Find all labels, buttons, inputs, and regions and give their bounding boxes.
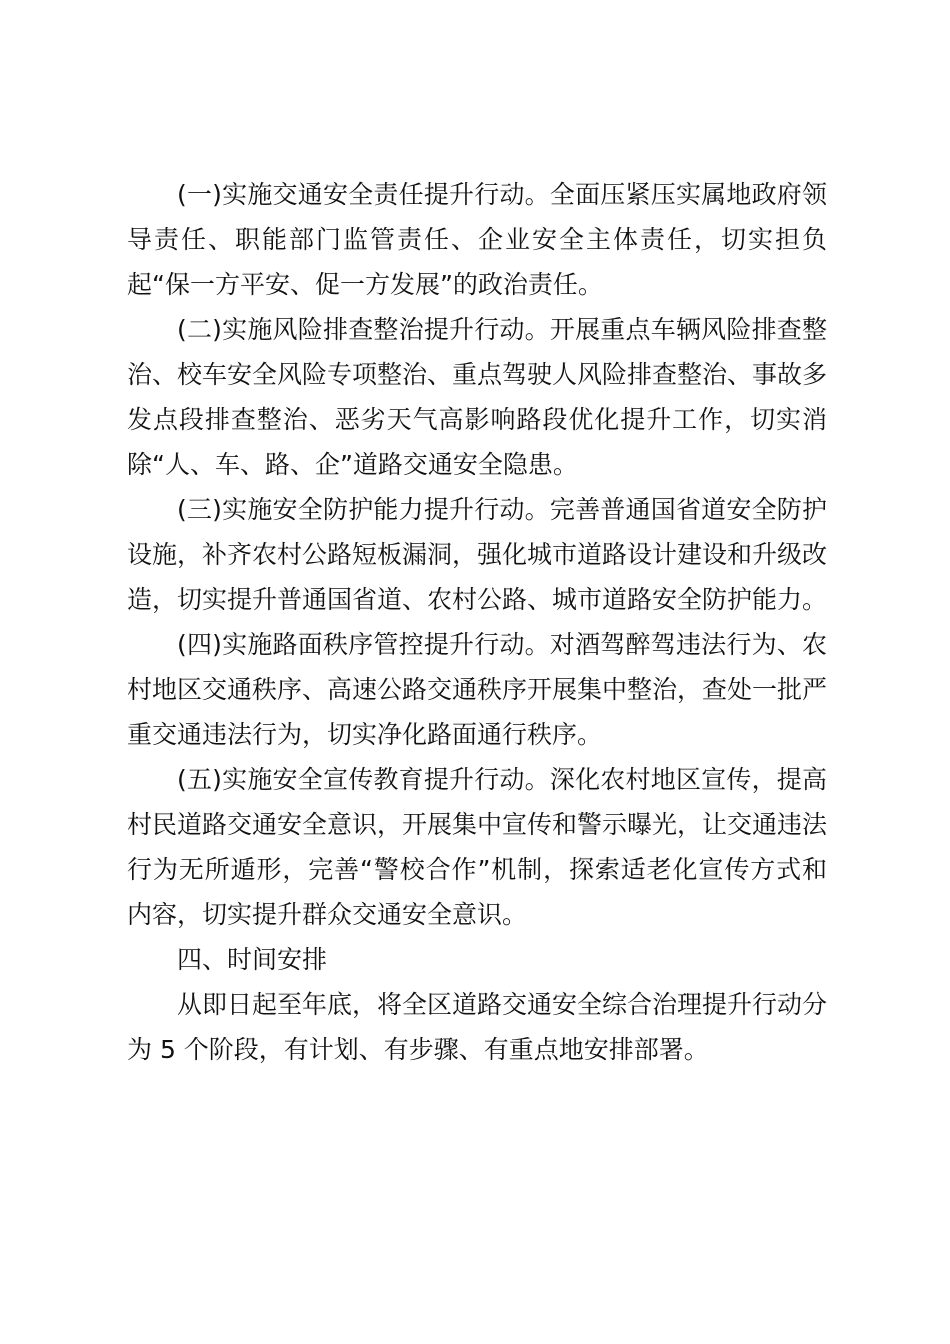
paragraph-safety-education: (五)实施安全宣传教育提升行动。深化农村地区宣传，提高村民道路交通安全意识，开展集中宣传和警示曝光，让交通违法行为无所遁形，完善“警校合作”机制，探索适老化宣传方式和内容，切实提升群众交通安全意识。	[127, 765, 828, 929]
paragraph-road-order: (四)实施路面秩序管控提升行动。对酒驾醉驾违法行为、农村地区交通秩序、高速公路交通秩序开展集中整治，查处一批严重交通违法行为，切实净化路面通行秩序。	[127, 630, 828, 749]
document-body	[127, 172, 827, 1072]
section-heading-schedule: 四、时间安排	[177, 945, 328, 974]
paragraph-responsibility: (一)实施交通安全责任提升行动。全面压紧压实属地政府领导责任、职能部门监管责任、企业安全主体责任，切实担负起“保一方平安、促一方发展”的政治责任。	[127, 180, 827, 299]
paragraph-risk-rectification: (二)实施风险排查整治提升行动。开展重点车辆风险排查整治、校车安全风险专项整治、重点驾驶人风险排查整治、事故多发点段排查整治、恶劣天气高影响路段优化提升工作，切实消除“人、车、路、企”道路交通安全隐患。	[127, 315, 828, 479]
paragraph-safety-protection: (三)实施安全防护能力提升行动。完善普通国省道安全防护设施，补齐农村公路短板漏洞，强化城市道路设计建设和升级改造，切实提升普通国省道、农村公路、城市道路安全防护能力。	[127, 495, 828, 614]
paragraph-schedule: 从即日起至年底，将全区道路交通安全综合治理提升行动分为 5 个阶段，有计划、有步骤、有重点地安排部署。	[127, 990, 828, 1064]
